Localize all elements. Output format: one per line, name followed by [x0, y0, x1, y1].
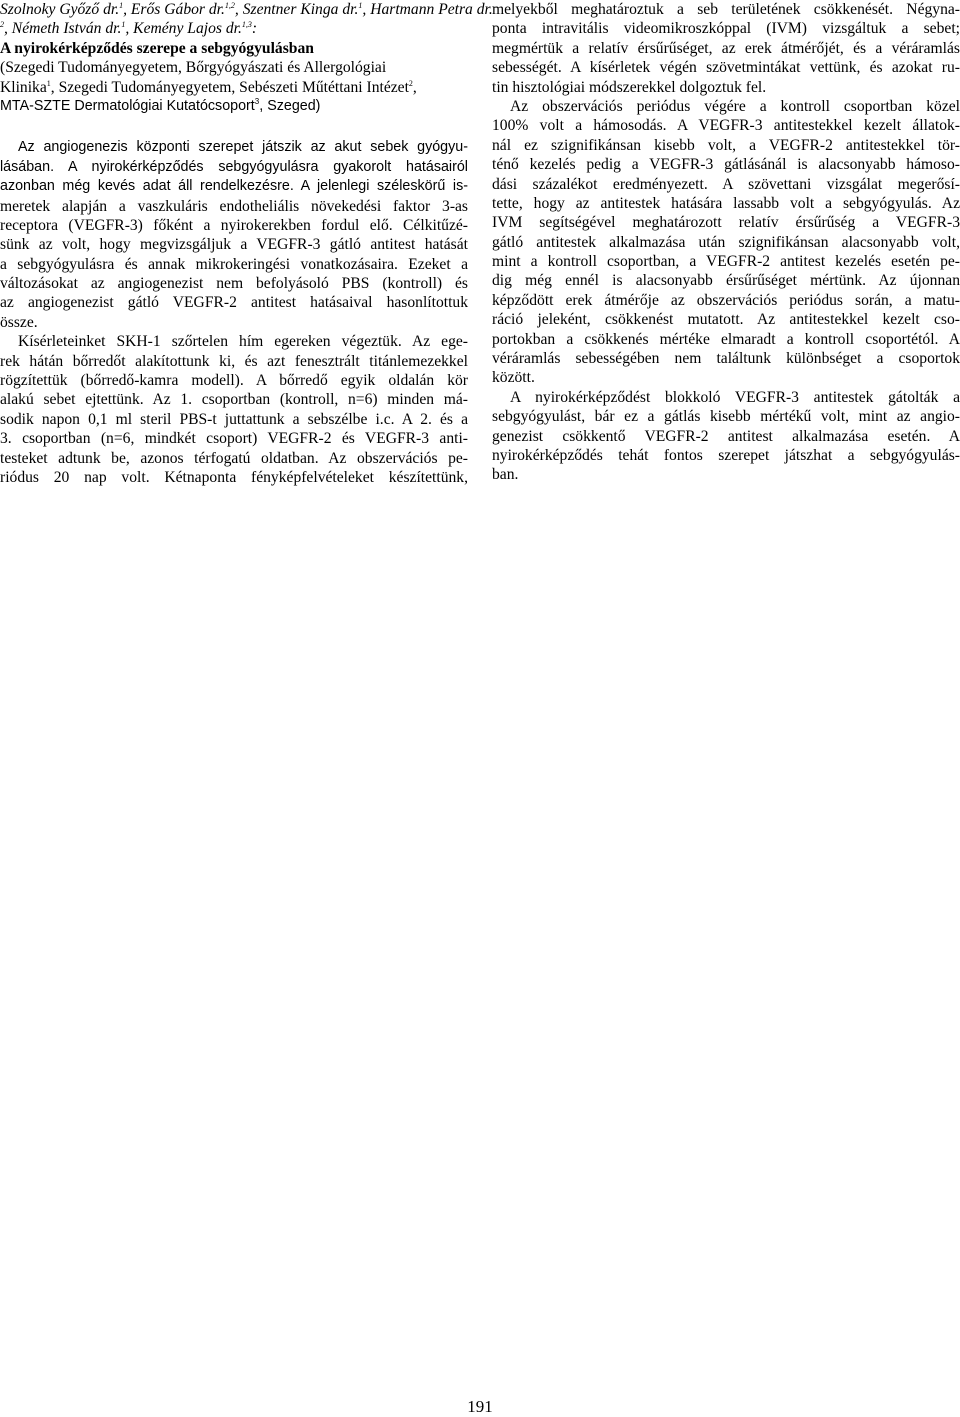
body-line: nyirokérképződés tehát fontos szerepet játszhat a sebgyógyulás-: [492, 446, 960, 464]
page-number: 191: [467, 1397, 493, 1416]
affiliation-text: ,: [412, 78, 417, 96]
body-line: sebgyógyulást, bár ez a gátlás kisebb mértékű volt, mint az angio-: [492, 408, 960, 426]
body-line: dig még ennél is alacsonyabb érsűrűséget mértünk. Az újonnan: [492, 272, 960, 290]
body-line: ténő kezelés pedig a VEGFR-3 gátlásánál is alacsonyabb hámoso-: [492, 156, 960, 174]
body-line: rögzítettük (bőrredő-kamra modell). A bőrredő egyik oldalán kör: [0, 372, 468, 390]
affiliation-marker: 2: [0, 20, 4, 30]
affiliation-marker: 2: [408, 78, 413, 88]
body-line: portokban a csökkenés mértéke elmaradt a kontroll csoportétól. A: [492, 330, 960, 348]
body-line: össze.: [0, 313, 38, 331]
body-line: Kísérleteinket SKH-1 szőrtelen hím egereken végeztük. Az ege-: [18, 333, 468, 351]
body-line: képződött erek átmérője az obszervációs periódus során, a matu-: [492, 291, 960, 309]
author-name: , Erős Gábor dr.: [123, 1, 225, 18]
author-name: , Németh István dr.: [4, 20, 122, 38]
body-line: ráció jeleként, csökkenést mutatott. Az antitestekkel kezelt cso-: [492, 311, 960, 329]
body-line: tin hisztológiai módszerekkel dolgoztuk fel.: [492, 78, 767, 96]
affiliation-marker: 1: [119, 1, 124, 10]
body-line: gátló antitestek alkalmazása után szignifikánsan alacsonyabb volt,: [492, 233, 960, 251]
body-line: véráramlás sebességében nem találtunk különbséget a csoportok: [492, 350, 960, 368]
body-line: meretek alapján a vaszkuláris endotheliális növekedési faktor 3-as: [0, 197, 468, 215]
body-line: Az obszervációs periódus végére a kontroll csoportban közel: [510, 97, 960, 115]
body-line: között.: [492, 369, 535, 387]
body-line: alakú sebet ejtettünk. Az 1. csoportban (kontroll, n=6) minden má-: [0, 391, 468, 409]
affiliation-text: , Szeged): [259, 97, 321, 114]
body-line: az angiogenezist gátló VEGFR-2 antitest hatásaival hasonlítottuk: [0, 294, 468, 312]
body-line: IVM segítségével meghatározott relatív érsűrűség a VEGFR-3: [492, 214, 960, 232]
abstract-title: A nyirokérképződés szerepe a sebgyógyulásban: [0, 39, 314, 57]
author-terminator: :: [251, 20, 258, 38]
body-line: azonban még kevés adat áll rendelkezésre. A jelenlegi széleskörű is-: [0, 178, 468, 195]
author-name: , Szentner Kinga dr.: [234, 1, 359, 18]
body-line: receptora (VEGFR-3) főként a nyirokerekben fordul elő. Célkitűzé-: [0, 216, 468, 234]
author-list: [0, 0, 493, 19]
affiliation-text: MTA-SZTE Dermatológiai Kutatócsoport: [0, 97, 255, 114]
body-line: ban.: [492, 466, 519, 484]
author-name: , Kemény Lajos dr.: [125, 20, 242, 38]
body-line: testeket adtunk be, azonos térfogatú oldatban. Az obszervációs pe-: [0, 449, 468, 467]
body-line: melyekből meghatároztuk a seb területének csökkenését. Négyna-: [492, 1, 960, 18]
affiliation-marker: 1: [121, 20, 126, 30]
affiliation-marker: 3: [254, 96, 260, 106]
author-name: , Hartmann Petra dr.: [362, 1, 493, 18]
affiliation-marker: 1: [46, 78, 51, 88]
affiliation-marker: 1,2: [224, 1, 235, 10]
left-column: [0, 0, 493, 487]
author-list-cont: [0, 19, 468, 38]
body-line: 100% volt a hámosodás. A VEGFR-3 antitestekkel kezelt állatok-: [492, 117, 960, 135]
body-line: 3. csoportban (n=6, mindkét csoport) VEGFR-2 és VEGFR-3 anti-: [0, 430, 468, 448]
spacer: [0, 116, 468, 138]
body-line: lásában. A nyirokérképződés sebgyógyulásra gyakorolt hatásairól: [0, 158, 468, 175]
right-column: [492, 0, 960, 485]
body-line: ponta intravitális videomikroszkóppal (IVM) vizsgáltuk a sebet;: [492, 20, 960, 38]
body-line: dási százalékot eredményezett. A szövettani vizsgálat megerősí-: [492, 175, 960, 193]
affiliation-marker: 1,3: [241, 20, 252, 30]
body-line: sodik napon 0,1 ml steril PBS-t juttattunk a sebszélbe i.c. A 2. és a: [0, 410, 468, 428]
body-line: tette, hogy az antitestek hatására lassabb volt a sebgyógyulás. Az: [492, 194, 960, 212]
body-line: sebességét. A kísérletek végén szövetmintákat vettünk, és azokat ru-: [492, 59, 960, 77]
affiliation-marker: 1: [358, 1, 363, 10]
affiliation-line: [0, 97, 468, 116]
body-line: a sebgyógyulásra és annak mikrokeringési vonatkozásaira. Ezeket a: [0, 255, 468, 273]
body-line: rek hátán bőrredőt alakítottunk ki, és azt fenesztrált titánlemezekkel: [0, 352, 468, 370]
affiliation-text: , Szegedi Tudományegyetem, Sebészeti Műtéttani Intézet: [50, 78, 409, 96]
body-line: változásokat az angiogenezist nem befolyásoló PBS (kontroll) és: [0, 275, 468, 293]
body-line: sünk az volt, hogy megvizsgáljuk a VEGFR-3 gátló antitest hatását: [0, 236, 468, 254]
body-line: riódus 20 nap volt. Kétnaponta fényképfelvételeket készítettünk,: [0, 468, 468, 486]
body-line: Az angiogenezis központi szerepet játszik az akut sebek gyógyu-: [18, 139, 468, 156]
author-name: Szolnoky Győző dr.: [0, 1, 120, 18]
body-line: nál ez szignifikánsan kisebb volt, a VEGFR-2 antitestekkel tör-: [492, 136, 960, 154]
body-line: genezist csökkentő VEGFR-2 antitest alkalmazása esetén. A: [492, 427, 960, 445]
body-line: megmértük a relatív érsűrűséget, az erek átmérőjét, és a véráramlás: [492, 39, 960, 57]
affiliation-line: [0, 78, 468, 97]
affiliation-line: (Szegedi Tudományegyetem, Bőrgyógyászati és Allergológiai: [0, 59, 387, 77]
body-line: A nyirokérképződést blokkoló VEGFR-3 antitestek gátolták a: [510, 388, 960, 406]
affiliation-text: Klinika: [0, 78, 47, 96]
body-line: mint a kontroll csoportban, a VEGFR-2 antitest kezelés esetén pe-: [492, 253, 960, 271]
